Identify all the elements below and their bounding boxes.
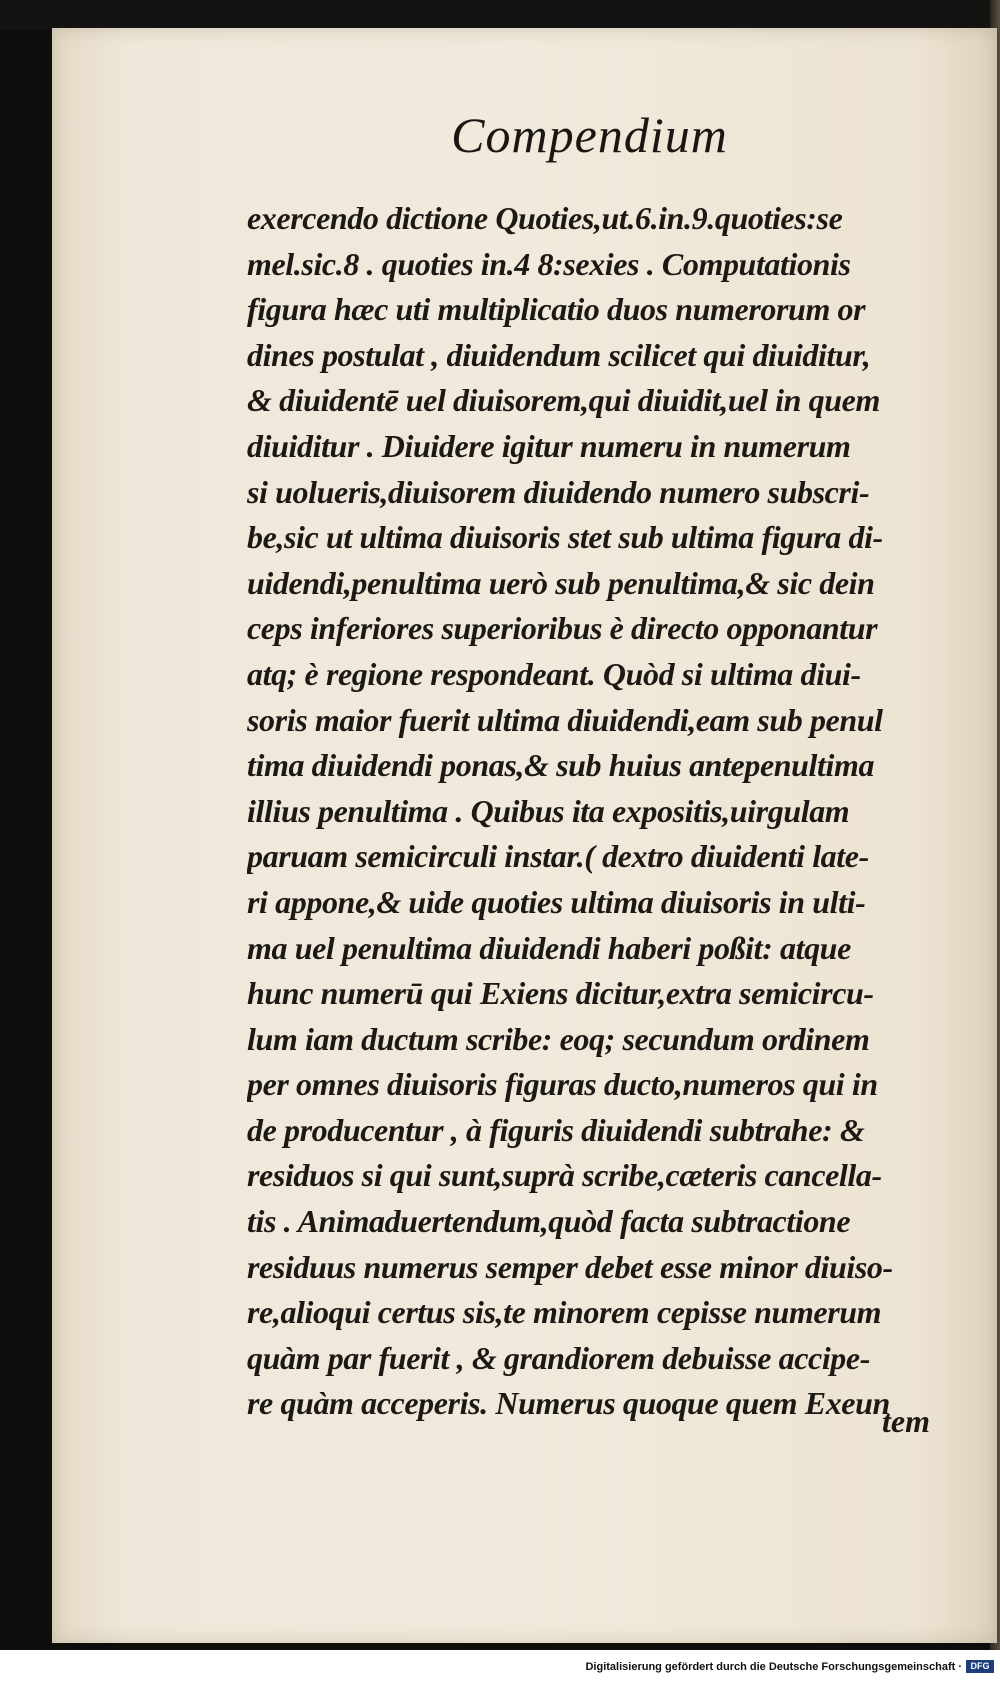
- text-line: residuos si qui sunt,suprà scribe,cæteris cancella-: [247, 1157, 882, 1194]
- text-line: lum iam ductum scribe: eoq; secundum ordinem: [247, 1020, 870, 1057]
- text-line: ceps inferiores superioribus è directo opponantur: [247, 610, 878, 647]
- text-line: re,alioqui certus sis,te minorem cepisse numerum: [247, 1294, 882, 1331]
- text-line: dines postulat , diuidendum scilicet qui diuiditur,: [247, 336, 871, 373]
- text-line: tima diuidendi ponas,& sub huius antepenultima: [247, 747, 875, 784]
- text-line: ri appone,& uide quoties ultima diuisoris in ulti-: [247, 883, 866, 920]
- catchword: tem: [882, 1403, 930, 1439]
- text-line: paruam semicirculi instar.( dextro diuidenti late-: [247, 838, 869, 875]
- text-line: illius penultima . Quibus ita expositis,uirgulam: [247, 792, 850, 829]
- text-line: re quàm acceperis. Numerus quoque quem Exeun: [247, 1385, 890, 1422]
- text-line: atq; è regione respondeant. Quòd si ultima diui-: [247, 655, 861, 692]
- text-line: ma uel penultima diuidendi haberi poßit: atque: [247, 929, 851, 966]
- text-line: per omnes diuisoris figuras ducto,numeros qui in: [247, 1066, 878, 1103]
- footer-bar: [0, 1650, 1000, 1685]
- body-text: [247, 196, 967, 1427]
- funding-note: Digitalisierung gefördert durch die Deutsche Forschungsgemeinschaft ·: [585, 1661, 962, 1673]
- text-line: & diuidentē uel diuisorem,qui diuidit,uel in quem: [247, 382, 880, 419]
- text-line: tis . Animaduertendum,quòd facta subtractione: [247, 1203, 851, 1240]
- text-line: soris maior fuerit ultima diuidendi,eam sub penul: [247, 701, 883, 738]
- text-line: mel.sic.8 . quoties in.4 8:sexies . Computationis: [247, 245, 851, 282]
- text-line: de producentur , à figuris diuidendi subtrahe: &: [247, 1111, 865, 1148]
- text-line: diuiditur . Diuidere igitur numeru in numerum: [247, 427, 851, 464]
- text-line: hunc numerū qui Exiens dicitur,extra semicircu-: [247, 975, 874, 1012]
- scan-frame-top: [0, 0, 1000, 30]
- text-line: quàm par fuerit , & grandiorem debuisse accipe-: [247, 1339, 870, 1376]
- text-line: uidendi,penultima uerò sub penultima,& sic dein: [247, 564, 875, 601]
- text-line: figura hæc uti multiplicatio duos numerorum or: [247, 291, 866, 328]
- text-line: be,sic ut ultima diuisoris stet sub ultima figura di-: [247, 519, 883, 556]
- text-line: si uolueris,diuisorem diuidendo numero subscri-: [247, 473, 870, 510]
- text-line: residuus numerus semper debet esse minor diuiso-: [247, 1248, 893, 1285]
- text-line: exercendo dictione Quoties,ut.6.in.9.quoties:se: [247, 200, 843, 236]
- dfg-logo-icon: DFG: [966, 1660, 994, 1673]
- book-page: [52, 28, 997, 1643]
- page-title: Compendium: [451, 107, 728, 163]
